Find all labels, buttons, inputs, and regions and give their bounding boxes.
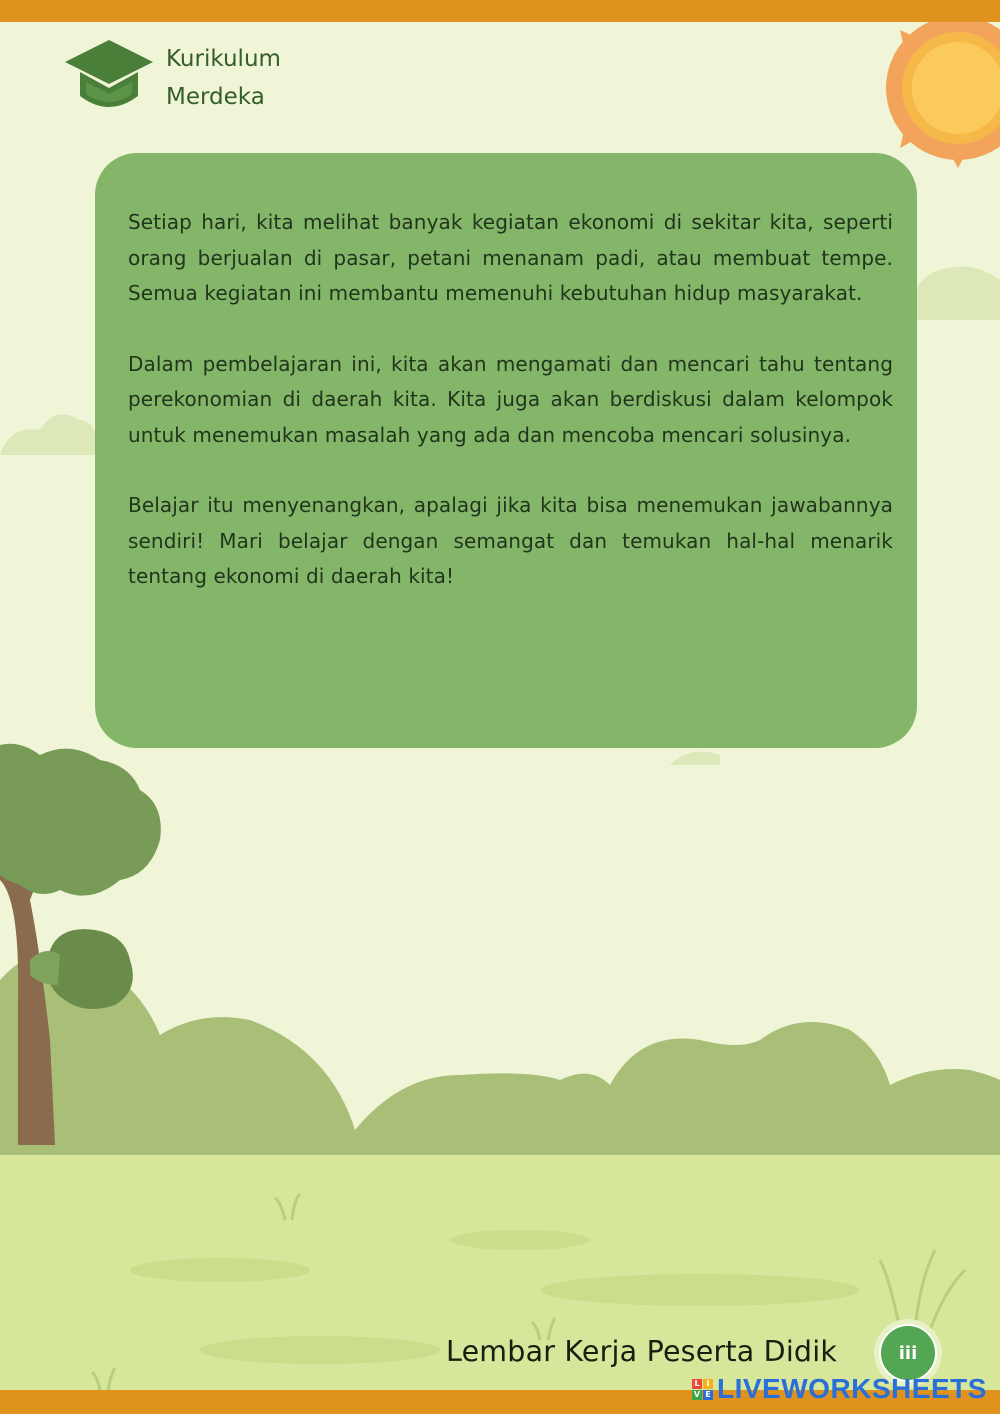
logo-letter-l: L [692, 1379, 702, 1389]
paragraph-2: Dalam pembelajaran ini, kita akan mengamati dan mencari tahu tentang perekonomian di daerah kita. Kita juga akan berdiskusi dalam kelompok untuk menemukan masalah yang ada dan mencoba mencari solusinya. [128, 351, 893, 447]
paragraph-1: Setiap hari, kita melihat banyak kegiatan ekonomi di sekitar kita, seperti orang berjualan di pasar, petani menanam padi, atau membuat tempe. Semua kegiatan ini membantu memenuhi kebutuhan hidup masyarakat. [128, 210, 893, 305]
paragraph-3: Belajar itu menyenangkan, apalagi jika kita bisa menemukan jawabannya sendiri! Mari belajar dengan semangat dan temukan hal-hal menarik tentang ekonomi di daerah kita! [128, 493, 893, 588]
liveworksheets-logo [692, 1379, 713, 1400]
graduation-cap-icon [64, 38, 154, 112]
logo-letter-v: V [693, 1389, 701, 1399]
logo-letter-e: E [703, 1390, 713, 1400]
back-hills [0, 951, 1000, 1160]
cloud-left [0, 414, 100, 455]
top-accent-bar [0, 0, 1000, 22]
footer-title: Lembar Kerja Peserta Didik [446, 1335, 838, 1368]
liveworksheets-text: LIVEWORKSHEETS [717, 1373, 987, 1404]
liveworksheets-watermark [692, 1373, 987, 1405]
intro-card [95, 153, 917, 748]
brand-line-1: Kurikulum [166, 46, 281, 72]
page-number: iii [879, 1324, 937, 1382]
logo-letter-i: I [703, 1379, 713, 1389]
brand [64, 38, 281, 116]
sun-icon [885, 10, 1000, 168]
brand-line-2: Merdeka [166, 84, 265, 110]
